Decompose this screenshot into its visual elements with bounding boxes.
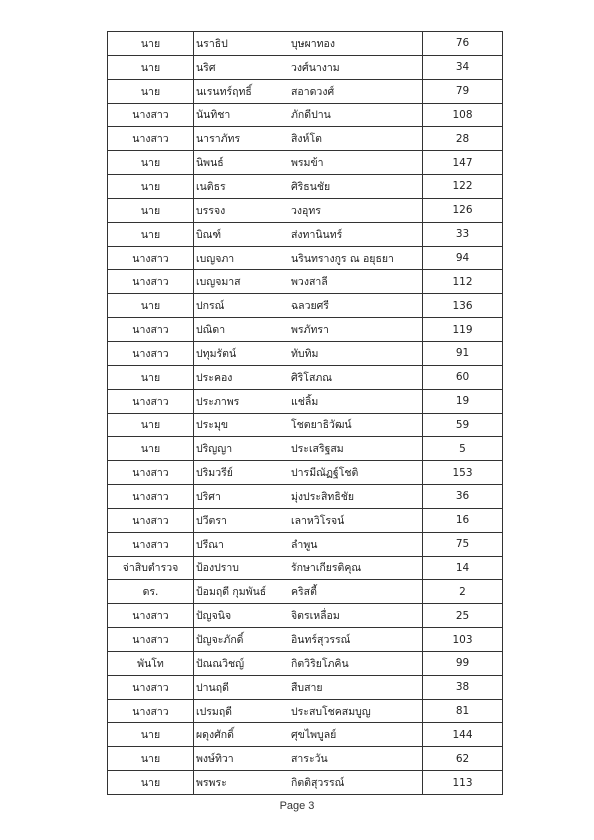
number-cell: 59 — [423, 413, 503, 437]
table-row — [108, 79, 503, 103]
last-name-cell: ศุขไพบูลย์ — [289, 723, 423, 747]
last-name-cell: แช่ลิ้ม — [289, 389, 423, 413]
number-cell: 81 — [423, 699, 503, 723]
first-name-cell: ปริญญา — [194, 437, 290, 461]
first-name-cell: ปานฤดี — [194, 675, 290, 699]
first-name-cell: นาราภัทร — [194, 127, 290, 151]
first-name-cell: ประมุข — [194, 413, 290, 437]
table-row — [108, 32, 503, 56]
first-name-cell: ปกรณ์ — [194, 294, 290, 318]
number-cell: 122 — [423, 175, 503, 199]
title-cell: นาย — [108, 723, 194, 747]
table-row — [108, 532, 503, 556]
first-name-cell: เปรมฤดี — [194, 699, 290, 723]
first-name-cell: บรรจง — [194, 198, 290, 222]
title-cell: นางสาว — [108, 628, 194, 652]
title-cell: นางสาว — [108, 246, 194, 270]
title-cell: นาย — [108, 175, 194, 199]
last-name-cell: ฉลวยศรี — [289, 294, 423, 318]
number-cell: 99 — [423, 651, 503, 675]
title-cell: นาย — [108, 747, 194, 771]
first-name-cell: ประคอง — [194, 365, 290, 389]
title-cell: นางสาว — [108, 270, 194, 294]
title-cell: นางสาว — [108, 341, 194, 365]
first-name-cell: บิณฑ์ — [194, 222, 290, 246]
table-row — [108, 389, 503, 413]
last-name-cell: สาระวัน — [289, 747, 423, 771]
first-name-cell: ปริมวรีย์ — [194, 461, 290, 485]
title-cell: นาย — [108, 198, 194, 222]
last-name-cell: สืบสาย — [289, 675, 423, 699]
number-cell: 75 — [423, 532, 503, 556]
table-row — [108, 294, 503, 318]
number-cell: 16 — [423, 508, 503, 532]
last-name-cell: พรมข้า — [289, 151, 423, 175]
last-name-cell: สิงห์โต — [289, 127, 423, 151]
first-name-cell: ปัณณวิชญ์ — [194, 651, 290, 675]
title-cell: พันโท — [108, 651, 194, 675]
number-cell: 103 — [423, 628, 503, 652]
first-name-cell: ปณิดา — [194, 318, 290, 342]
number-cell: 38 — [423, 675, 503, 699]
last-name-cell: ส่งทานินทร์ — [289, 222, 423, 246]
first-name-cell: ผดุงศักดิ์ — [194, 723, 290, 747]
first-name-cell: นราธิป — [194, 32, 290, 56]
number-cell: 62 — [423, 747, 503, 771]
number-cell: 79 — [423, 79, 503, 103]
table-row — [108, 175, 503, 199]
first-name-cell: ปริศา — [194, 485, 290, 509]
table-row — [108, 723, 503, 747]
roster-table — [107, 31, 503, 795]
number-cell: 91 — [423, 341, 503, 365]
number-cell: 36 — [423, 485, 503, 509]
table-row — [108, 365, 503, 389]
last-name-cell: ศิริธนชัย — [289, 175, 423, 199]
table-row — [108, 270, 503, 294]
table-row — [108, 222, 503, 246]
number-cell: 25 — [423, 604, 503, 628]
last-name-cell: จิตรเหลื่อม — [289, 604, 423, 628]
first-name-cell: นันทิชา — [194, 103, 290, 127]
title-cell: นาย — [108, 294, 194, 318]
table-row — [108, 604, 503, 628]
first-name-cell: ป้องปราบ — [194, 556, 290, 580]
last-name-cell: วงอุทร — [289, 198, 423, 222]
first-name-cell: พงษ์ทิวา — [194, 747, 290, 771]
title-cell: ดร. — [108, 580, 194, 604]
last-name-cell: บุษผาทอง — [289, 32, 423, 56]
number-cell: 153 — [423, 461, 503, 485]
last-name-cell: ปารมีณัฏฐ์โชติ — [289, 461, 423, 485]
last-name-cell: ประสบโชคสมบูญ — [289, 699, 423, 723]
first-name-cell: ปวีตรา — [194, 508, 290, 532]
table-row — [108, 747, 503, 771]
last-name-cell: สอาดวงศ์ — [289, 79, 423, 103]
table-row — [108, 246, 503, 270]
table-row — [108, 341, 503, 365]
first-name-cell: พรพระ — [194, 771, 290, 795]
first-name-cell: ปัญจนิจ — [194, 604, 290, 628]
title-cell: นาย — [108, 222, 194, 246]
table-row — [108, 556, 503, 580]
last-name-cell: รักษาเกียรติคุณ — [289, 556, 423, 580]
number-cell: 147 — [423, 151, 503, 175]
number-cell: 14 — [423, 556, 503, 580]
first-name-cell: เบญจมาส — [194, 270, 290, 294]
first-name-cell: ป้อมฤดี กุมพันธ์ — [194, 580, 290, 604]
last-name-cell: ศิริโสภณ — [289, 365, 423, 389]
number-cell: 76 — [423, 32, 503, 56]
table-row — [108, 651, 503, 675]
table-row — [108, 127, 503, 151]
title-cell: นาย — [108, 55, 194, 79]
number-cell: 2 — [423, 580, 503, 604]
table-row — [108, 198, 503, 222]
last-name-cell: วงศ์นางาม — [289, 55, 423, 79]
table-row — [108, 318, 503, 342]
title-cell: นางสาว — [108, 604, 194, 628]
title-cell: นางสาว — [108, 461, 194, 485]
first-name-cell: ประภาพร — [194, 389, 290, 413]
title-cell: จ่าสิบตำรวจ — [108, 556, 194, 580]
page-number: Page 3 — [279, 800, 315, 812]
last-name-cell: มุ่งประสิทธิชัย — [289, 485, 423, 509]
title-cell: นาย — [108, 413, 194, 437]
table-row — [108, 675, 503, 699]
table-row — [108, 461, 503, 485]
last-name-cell: เลาหวิโรจน์ — [289, 508, 423, 532]
title-cell: นางสาว — [108, 485, 194, 509]
table-row — [108, 699, 503, 723]
title-cell: นางสาว — [108, 389, 194, 413]
last-name-cell: ภักดีปาน — [289, 103, 423, 127]
number-cell: 126 — [423, 198, 503, 222]
number-cell: 113 — [423, 771, 503, 795]
last-name-cell: คริสตี้ — [289, 580, 423, 604]
table-row — [108, 628, 503, 652]
title-cell: นาย — [108, 79, 194, 103]
table-row — [108, 151, 503, 175]
number-cell: 108 — [423, 103, 503, 127]
number-cell: 5 — [423, 437, 503, 461]
number-cell: 28 — [423, 127, 503, 151]
title-cell: นาย — [108, 437, 194, 461]
table-row — [108, 55, 503, 79]
number-cell: 136 — [423, 294, 503, 318]
number-cell: 34 — [423, 55, 503, 79]
first-name-cell: นริศ — [194, 55, 290, 79]
title-cell: นางสาว — [108, 508, 194, 532]
last-name-cell: กิตวิริยโภคิน — [289, 651, 423, 675]
title-cell: นางสาว — [108, 532, 194, 556]
table-row — [108, 771, 503, 795]
table-row — [108, 508, 503, 532]
first-name-cell: เบญจภา — [194, 246, 290, 270]
last-name-cell: ทับทิม — [289, 341, 423, 365]
number-cell: 60 — [423, 365, 503, 389]
title-cell: นางสาว — [108, 318, 194, 342]
number-cell: 19 — [423, 389, 503, 413]
number-cell: 119 — [423, 318, 503, 342]
table-row — [108, 580, 503, 604]
first-name-cell: ปรีณา — [194, 532, 290, 556]
last-name-cell: ลำพูน — [289, 532, 423, 556]
title-cell: นางสาว — [108, 103, 194, 127]
number-cell: 94 — [423, 246, 503, 270]
first-name-cell: ปัญจะภักดิ์ — [194, 628, 290, 652]
first-name-cell: ปทุมรัตน์ — [194, 341, 290, 365]
title-cell: นางสาว — [108, 699, 194, 723]
table-row — [108, 437, 503, 461]
number-cell: 33 — [423, 222, 503, 246]
title-cell: นางสาว — [108, 675, 194, 699]
table-row — [108, 103, 503, 127]
first-name-cell: นเรนทร์ฤทธิ์ — [194, 79, 290, 103]
last-name-cell: อินทร์สุวรรณ์ — [289, 628, 423, 652]
last-name-cell: พรภัทรา — [289, 318, 423, 342]
title-cell: นาย — [108, 151, 194, 175]
last-name-cell: โชตยาธิวัฒน์ — [289, 413, 423, 437]
last-name-cell: กิตติสุวรรณ์ — [289, 771, 423, 795]
last-name-cell: นรินทรางกูร ณ อยุธยา — [289, 246, 423, 270]
roster-body — [108, 32, 503, 795]
title-cell: นาย — [108, 32, 194, 56]
table-row — [108, 485, 503, 509]
title-cell: นาย — [108, 365, 194, 389]
title-cell: นางสาว — [108, 127, 194, 151]
table-row — [108, 413, 503, 437]
first-name-cell: นิพนธ์ — [194, 151, 290, 175]
number-cell: 112 — [423, 270, 503, 294]
last-name-cell: พวงสาลี — [289, 270, 423, 294]
title-cell: นาย — [108, 771, 194, 795]
first-name-cell: เนติธร — [194, 175, 290, 199]
last-name-cell: ประเสริฐสม — [289, 437, 423, 461]
number-cell: 144 — [423, 723, 503, 747]
